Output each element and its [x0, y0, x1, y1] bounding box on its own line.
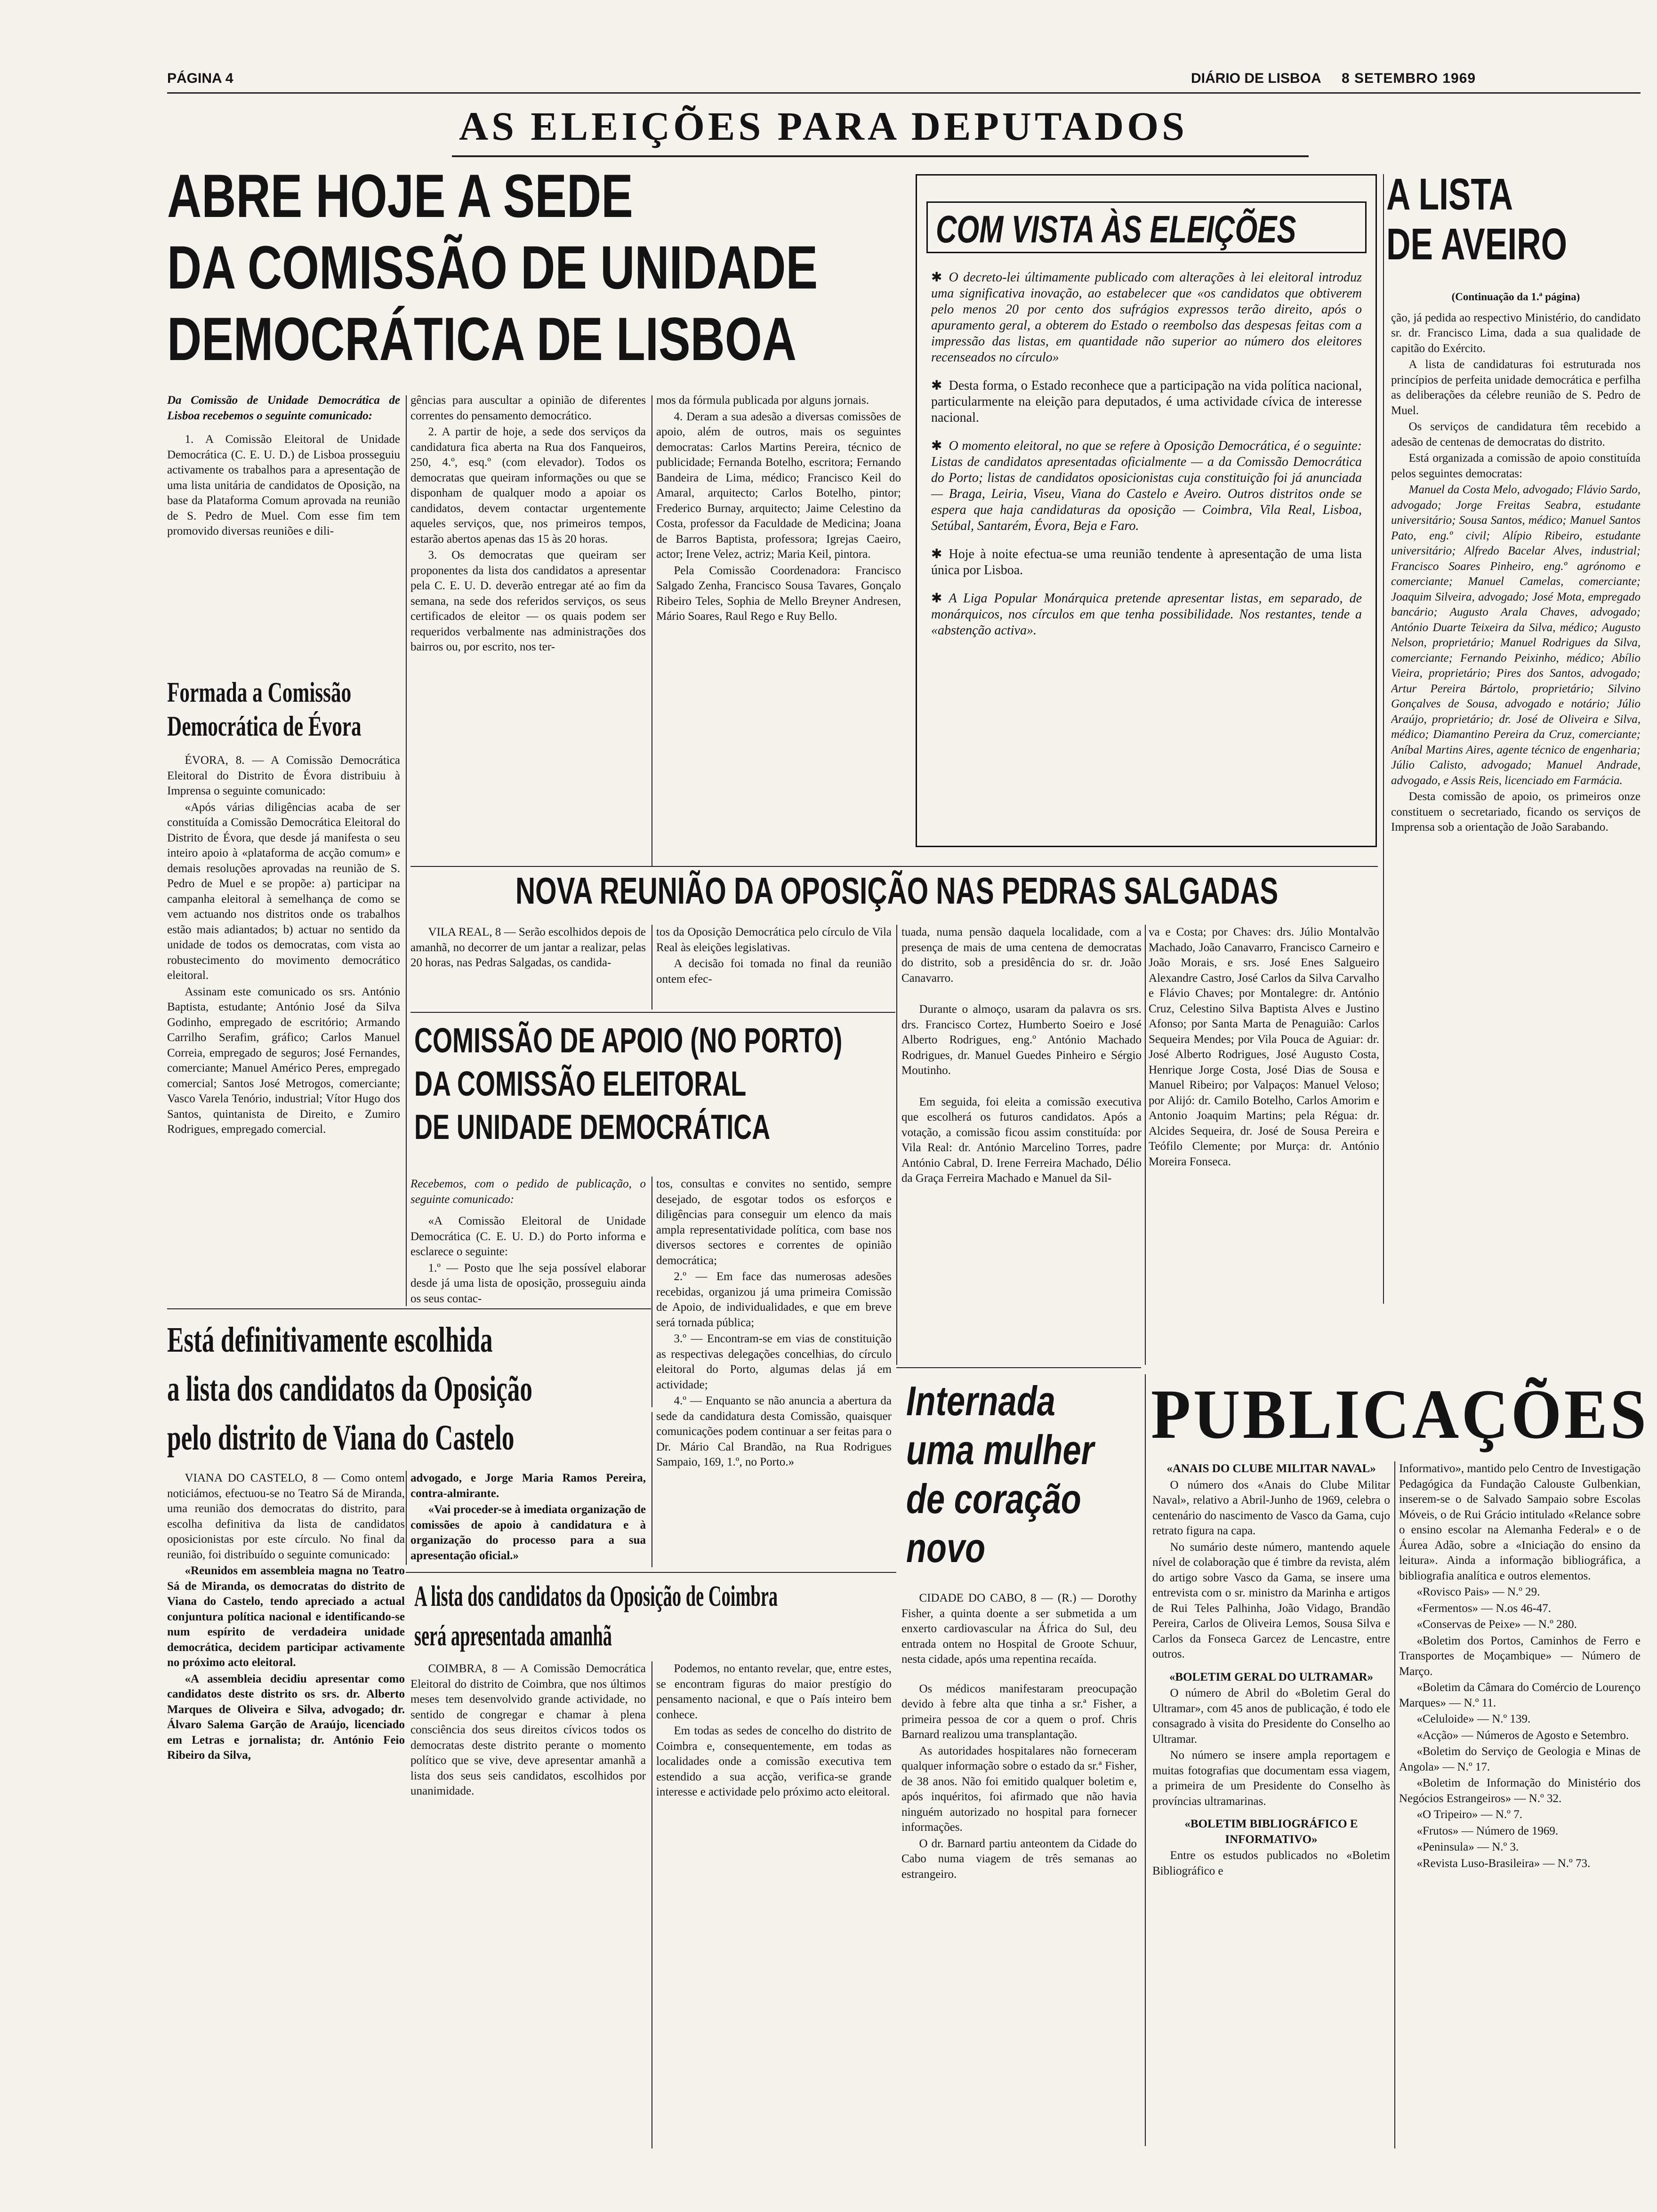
main-headline	[167, 160, 911, 375]
column-rule	[1145, 1374, 1146, 2146]
viana-col-2	[410, 1471, 646, 1565]
com-vista-item: ✱ O momento eleitoral, no que se refere à Oposição Democrática, é o seguinte: Listas de candidatos apresentadas oficialmente — a da Comissão Democrática do Porto; listas de candidatos oposicionistas cuja constituição foi já anunciada — Braga, Leiria, Viseu, Viana do Castelo e Aveiro. Outros distritos onde se espera que haja candidaturas da oposição — Coimbra, Vila Real, Lisboa, Setúbal, Santarém, Évora, Beja e Faro.	[931, 439, 1362, 533]
aveiro-headline-line: A LISTA	[1386, 169, 1513, 219]
publicacoes-list-item: «Boletim da Câmara do Comércio de Lourenço Marques» — N.º 11.	[1399, 1681, 1641, 1709]
publicacoes-list-item: «Boletim dos Portos, Caminhos de Ferro e Transportes de Moçambique» — Número de Março.	[1399, 1634, 1641, 1678]
publicacoes-paragraph: O número de Abril do «Boletim Geral do Ultramar», com 45 anos de publicação, é todo ele consagrado à visita do Presidente do Conselho ao Ultramar.	[1152, 1687, 1390, 1746]
newspaper-name: DIÁRIO DE LISBOA	[1191, 71, 1321, 86]
porto-headline	[414, 1019, 890, 1149]
pedras-paragraph: A decisão foi tomada no final da reunião ontem efec-	[656, 957, 892, 986]
aveiro-paragraph: Desta comissão de apoio, os primeiros onze constituem o secretariado, ficando os serviços de Imprensa sob a orientação de João Sarabando.	[1391, 790, 1641, 834]
publicacoes-list-item: «Acção» — Números de Agosto e Setembro.	[1416, 1729, 1629, 1742]
pedras-paragraph: VILA REAL, 8 — Serão escolhidos depois de amanhã, no decorrer de um jantar a realizar, pelas 20 horas, nas Pedras Salgadas, os candida-	[410, 926, 646, 969]
coimbra-headline	[414, 1577, 894, 1656]
publicacoes-list-item: «Rovisco Pais» — N.º 29.	[1416, 1586, 1540, 1598]
section-title: AS ELEIÇÕES PARA DEPUTADOS	[459, 104, 1188, 149]
coimbra-col-2	[656, 1661, 892, 2148]
com-vista-box	[916, 174, 1377, 847]
main-paragraph: mos da fórmula publicada por alguns jornais.	[656, 394, 869, 407]
internada-headline-line: novo	[906, 1524, 986, 1571]
viana-paragraph: VIANA DO CASTELO, 8 — Como ontem noticiámos, efectuou-se no Teatro Sá de Miranda, uma reunião dos democratas do distrito, para escolha definitiva da lista de candidatos oposicionistas por este círculo. No final da reunião, foi distribuído o seguinte comunicado:	[167, 1472, 405, 1561]
pedras-headline: NOVA REUNIÃO DA OPOSIÇÃO NAS PEDRAS SALGADAS	[515, 870, 1279, 912]
column-rule	[1145, 925, 1146, 1365]
com-vista-item: ✱ A Liga Popular Monárquica pretende apresentar listas, em separado, de monárquicos, nos círculos em que tenha possibilidade. Nos restantes, tende a «abstenção activa».	[931, 591, 1362, 638]
com-vista-items	[931, 270, 1362, 839]
viana-paragraph: advogado, e Jorge Maria Ramos Pereira, contra-almirante.	[410, 1472, 646, 1500]
pedras-col-4	[1149, 925, 1379, 1365]
publicacoes-paragraph: Informativo», mantido pelo Centro de Investigação Pedagógica da Fundação Calouste Gulbenkian, inserem-se o de Salvado Sampaio sobre Escolas Móveis, o de Rui Grácio intitulado «Relance sobre o ensino escolar na Alemanha Federal» e o de Áurea Adão, sobre a «Iniciação do ensino da leitura». Ainda a informação bibliográfica, a bibliografia analítica e outros elementos.	[1399, 1462, 1641, 1582]
viana-paragraph: «Vai proceder-se à imediata organização de comissões de apoio à candidatura e à organização do processo para a sua apresentação oficial.»	[410, 1503, 646, 1562]
coimbra-headline-line: será apresentada amanhã	[414, 1620, 612, 1652]
publicacoes-subhead: «BOLETIM GERAL DO ULTRAMAR»	[1169, 1670, 1374, 1683]
column-rule	[1383, 174, 1384, 1304]
section-rule	[896, 1367, 1141, 1368]
publicacoes-list-item: «Boletim do Serviço de Geologia e Minas de Angola» — N.º 17.	[1399, 1745, 1641, 1773]
page-label: PÁGINA 4	[167, 71, 233, 86]
porto-paragraph: 2.º — Em face das numerosas adesões recebidas, organizou já uma primeira Comissão de Apoio, de individualidades, e que em breve será tornada pública;	[656, 1270, 892, 1329]
publicacoes-subhead: «ANAIS DO CLUBE MILITAR NAVAL»	[1166, 1462, 1376, 1475]
column-rule	[1394, 1461, 1395, 2148]
pedras-paragraph: tos da Oposição Democrática pelo círculo de Vila Real às eleições legislativas.	[656, 926, 892, 954]
com-vista-title: COM VISTA ÀS ELEIÇÕES	[936, 208, 1296, 251]
pedras-paragraph: Durante o almoço, usaram da palavra os srs. drs. Francisco Cortez, Humberto Soeiro e José Alberto Rodrigues, eng.º António Machado Rodrigues, dr. Manuel Guedes Pinheiro e Sérgio Moutinho.	[901, 1003, 1142, 1077]
internada-paragraph: Os médicos manifestaram preocupação devido à febre alta que tinha a sr.ª Fisher, a primeira pessoa de cor a quem o prof. Chris Barnard realizou uma transplantação.	[901, 1682, 1137, 1741]
viana-col-1	[167, 1471, 405, 2148]
publicacoes-paragraph: No sumário deste número, mantendo aquele nível de colaboração que é timbre da revista, além do artigo sobre Vasco da Gama, se insere uma entrevista com o sr. ministro da Marinha e artigos de Rui Teles Palhinha, João Vidago, Brandão Pereira, Carlos de Oliveira Lemos, Sousa Silva e Carlos da Fonseca Garcez de Lencastre, entre outros.	[1152, 1540, 1390, 1660]
com-vista-item: ✱ Hoje à noite efectua-se uma reunião tendente à apresentação de uma lista única por Lisboa.	[931, 547, 1362, 577]
coimbra-headline-line: A lista dos candidatos da Oposição de Coimbra	[414, 1580, 778, 1612]
viana-paragraph: «A assembleia decidiu apresentar como candidatos deste distrito os srs. dr. Alberto Marques de Oliveira e Silva, advogado; dr. Álvaro Salema Garção de Araújo, licenciado em Letras e jornalista; dr. António Feio Ribeiro da Silva,	[167, 1672, 405, 1762]
viana-headline-line: Está definitivamente escolhida	[167, 1320, 493, 1360]
aveiro-headline-line: DE AVEIRO	[1386, 219, 1568, 269]
publicacoes-list-item: «Revista Luso-Brasileira» — N.º 73.	[1416, 1857, 1591, 1870]
column-rule	[406, 395, 407, 1306]
publicacoes-headline: PUBLICAÇÕES	[1151, 1375, 1649, 1453]
section-rule	[406, 1572, 896, 1573]
pedras-col-3	[901, 925, 1142, 1365]
publicacoes-col-1	[1152, 1461, 1390, 2148]
aveiro-paragraph: Está organizada a comissão de apoio constituída pelos seguintes democratas:	[1391, 452, 1641, 480]
main-col-3	[656, 393, 901, 866]
pedras-paragraph: tuada, numa pensão daquela localidade, com a presença de mais de uma centena de democratas do distrito, sob a presidência do sr. dr. João Canavarro.	[901, 926, 1142, 985]
aveiro-paragraph: ção, já pedida ao respectivo Ministério, do candidato sr. dr. Francisco Lima, dada a sua qualidade de capitão do Exército.	[1391, 311, 1641, 355]
aveiro-paragraph: Manuel da Costa Melo, advogado; Flávio Sardo, advogado; Jorge Freitas Seabra, estudante universitário; Sousa Santos, médico; Manuel Santos Pato, eng.º civil; Alípio Ribeiro, estudante universitário; Alfredo Bacelar Alves, industrial; Francisco Soares Pinheiro, eng.º agrónomo e comerciante; Manuel Camelas, comerciante; Joaquim Silveira, advogado; José Mota, empregado bancário; Augusto Arala Chaves, advogado; António Duarte Teixeira da Silva, médico; Augusto Nelson, proprietário; Manuel Rodrigues da Silva, comerciante; Fernando Peixinho, médico; Abílio Vieira, proprietário; Pires dos Santos, advogado; Artur Pereira Bártolo, proprietário; Silvino Gonçalves de Sousa, advogado e notário; Júlio Araújo, proprietário; dr. José de Oliveira e Silva, médico; Diamantino Pereira da Cruz, comerciante; Aníbal Martins Aires, agente técnico de engenharia; Júlio Calisto, advogado; Manuel Andrade, advogado, e Assis Reis, licenciado em Farmácia.	[1391, 483, 1641, 787]
main-paragraph: 1. A Comissão Eleitoral de Unidade Democrática (C. E. U. D.) de Lisboa prosseguiu activamente os trabalhos para a apresentação de uma lista unitária de candidatos de Oposição, na base da Plataforma Comum aprovada na reunião de S. Pedro de Muel. Com esse fim tem promovido diversas reuniões e dili-	[167, 433, 400, 537]
porto-headline-line: DA COMISSÃO ELEITORAL	[414, 1064, 747, 1103]
porto-paragraph: 4.º — Enquanto se não anuncia a abertura da sede da candidatura desta Comissão, quaisquer comunicações podem continuar a ser feitas para o Dr. Mário Cal Brandão, na Rua Rodrigues Sampaio, 169, 1.º, no Porto.»	[656, 1395, 892, 1468]
publicacoes-paragraph: O número dos «Anais do Clube Militar Naval», relativo a Abril-Junho de 1969, celebra o centenário do nascimento de Vasco da Gama, cujo retrato figura na capa.	[1152, 1478, 1390, 1537]
main-paragraph: 3. Os democratas que queiram ser proponentes da lista dos candidatos a apresentar pela C. E. U. D. deverão entregar até ao fim da semana, na sede dos referidos serviços, os seus certificados de eleitor — os quais podem ser requeridos verbalmente nas administrações dos bairros ou, por escrito, nos ter-	[410, 549, 646, 653]
column-rule	[896, 925, 897, 1365]
section-rule	[410, 1012, 895, 1013]
evora-paragraph: ÉVORA, 8. — A Comissão Democrática Eleitoral do Distrito de Évora distribuiu à Imprensa o seguinte comunicado:	[167, 754, 400, 797]
section-rule	[452, 155, 1309, 157]
main-paragraph: gências para auscultar a opinião de diferentes correntes do pensamento democrático.	[410, 394, 646, 422]
porto-paragraph: 3.º — Encontram-se em vias de constituição as respectivas delegações concelhias, do círculo eleitoral do Porto, algumas delas já em actividade;	[656, 1332, 892, 1391]
internada-paragraph: As autoridades hospitalares não forneceram qualquer informação sobre o estado da sr.ª Fisher, de 38 anos. Não foi emitido qualquer boletim e, após inquéritos, foi afirmado que não havia ninguém autorizado no hospital para fornecer informações.	[901, 1744, 1137, 1834]
com-vista-item: ✱ Desta forma, o Estado reconhece que a participação na vida política nacional, particularmente na eleição para deputados, é uma actividade cívica de interesse nacional.	[931, 378, 1362, 425]
internada-headline-line: Internada	[906, 1378, 1055, 1424]
publicacoes-list-item: «O Tripeiro» — N.º 7.	[1416, 1808, 1522, 1821]
publicacoes-list-item: «Frutos» — Número de 1969.	[1416, 1824, 1559, 1837]
pedras-paragraph: va e Costa; por Chaves: drs. Júlio Montalvão Machado, João Canavarro, Francisco Carneiro e João Morais, e srs. José Enes Salgueiro Alexandre Castro, José Carlos da Silva Carvalho e Flávio Chaves; por Montalegre: dr. António Cruz, Celestino Silva Baptista Alves e Justino Afonso; por Santa Marta de Penaguião: Carlos Sequeira Mendes; por Vila Pouca de Aguiar: dr. José Alberto Rodrigues, José Augusto Costa, Henrique Jorge Costa, José Dias de Sousa e Manuel Ribeiro; por Valpaços: Manuel Veloso; por Alijó: dr. Camilo Botelho, Carlos Amorim e Antonio Joaquim Martins; pela Régua: dr. Alcides Sequeira, dr. José de Sousa Pereira e Teófilo Clemente; por Murça: dr. António Moreira Fonseca.	[1149, 926, 1379, 1168]
internada-paragraph: O dr. Barnard partiu anteontem da Cidade do Cabo numa viagem de três semanas ao estrangeiro.	[901, 1837, 1137, 1881]
main-paragraph: 2. A partir de hoje, a sede dos serviços da candidatura fica aberta na Rua dos Fanqueiros, 250, 4.º, esq.º (com elevador). Todos os democratas que queiram informações ou que se disponham de qualquer modo a apoiar os candidatos, devem contactar urgentemente aqueles serviços, que, nos primeiros tempos, estarão abertos apenas das 15 às 20 horas.	[410, 425, 646, 545]
pedras-col-1	[410, 925, 646, 1010]
main-lead: Da Comissão de Unidade Democrática de Lisboa recebemos o seguinte comunicado:	[167, 394, 400, 422]
porto-paragraph: «A Comissão Eleitoral de Unidade Democrática (C. E. U. D.) do Porto informa e esclarece o seguinte:	[410, 1215, 646, 1258]
evora-headline-line: Democrática de Évora	[167, 711, 362, 742]
porto-headline-line: COMISSÃO DE APOIO (NO PORTO)	[414, 1021, 843, 1060]
main-paragraph: Pela Comissão Coordenadora: Francisco Salgado Zenha, Francisco Sousa Tavares, Gonçalo Ribeiro Teles, Sophia de Mello Breyner Andresen, Mário Soares, Raul Rego e Ruy Bello.	[656, 564, 901, 623]
porto-lead: Recebemos, com o pedido de publicação, o seguinte comunicado:	[410, 1178, 646, 1206]
viana-headline-line: pelo distrito de Viana do Castelo	[167, 1418, 515, 1458]
viana-headline	[167, 1315, 651, 1462]
aveiro-headline	[1386, 169, 1641, 269]
internada-headline-line: uma mulher	[906, 1427, 1094, 1473]
viana-headline-line: a lista dos candidatos da Oposição	[167, 1369, 533, 1409]
internada-headline-line: de coração	[906, 1475, 1081, 1522]
aveiro-continuation: (Continuação da 1.ª página)	[1451, 291, 1580, 303]
main-paragraph: 4. Deram a sua adesão a diversas comissões de apoio, além de outros, mais os seguintes democratas: Carlos Martins Pereira, técnico de publicidade; Fernanda Botelho, escritora; Fernando Bandeira de Lima, médico; Francisco Keil do Amaral, arquitecto; Carlos Botelho, pintor; Frederico Burnay, arquitecto; Jaime Celestino da Costa, professor da Faculdade de Medicina; Joana de Barros Baptista, professora; Igrejas Caeiro, actor; Irene Velez, actriz; Maria Keil, pintora.	[656, 410, 901, 561]
pedras-col-2	[656, 925, 892, 1010]
aveiro-body	[1391, 289, 1641, 1301]
aveiro-paragraph: Os serviços de candidatura têm recebido a adesão de centenas de democratas do distrito.	[1391, 420, 1641, 449]
evora-headline	[167, 675, 400, 743]
porto-headline-line: DE UNIDADE DEMOCRÁTICA	[414, 1107, 771, 1146]
evora-paragraph: «Após várias diligências acaba de ser constituída a Comissão Democrática Eleitoral do Distrito de Évora, que desde já manifesta o seu inteiro apoio à «plataforma de acção comum» e demais resoluções aprovadas na reunião de S. Pedro de Muel e se propõe: a) participar na campanha eleitoral à semelhança de como se vem actuando nos distritos onde os trabalhos estão mais adiantados; b) actuar no sentido da unidade de todos os democratas, com vista ao robustecimento do movimento democrático eleitoral.	[167, 801, 400, 982]
coimbra-paragraph: Em todas as sedes de concelho do distrito de Coimbra e, consequentemente, em todas as localidades onde a comissão executiva tem estendido a sua acção, verifica-se grande interesse e actividade pelo próximo acto eleitoral.	[656, 1724, 892, 1798]
publicacoes-paragraph: No número se insere ampla reportagem e muitas fotografias que documentam essa viagem, a primeira de um Presidente do Conselho às províncias ultramarinas.	[1152, 1749, 1390, 1808]
porto-paragraph: 1.º — Posto que lhe seja possível elaborar desde já uma lista de oposição, prosseguiu ainda os seus contac-	[410, 1261, 646, 1305]
publicacoes-list-item: «Boletim de Informação do Ministério dos Negócios Estrangeiros» — N.º 32.	[1399, 1777, 1641, 1805]
publicacoes-list-item: «Conservas de Peixe» — N.º 280.	[1416, 1618, 1577, 1631]
main-col-1	[167, 393, 400, 657]
main-col-2	[410, 393, 646, 866]
publicacoes-list-item: «Celuloide» — N.º 139.	[1416, 1713, 1531, 1725]
coimbra-col-1	[410, 1661, 646, 2148]
main-headline-line: DA COMISSÃO DE UNIDADE	[167, 233, 818, 302]
coimbra-paragraph: Podemos, no entanto revelar, que, entre estes, se encontram figuras do maior prestígio do pensamento nacional, e que o País inteiro bem conhece.	[656, 1662, 892, 1721]
main-headline-line: DEMOCRÁTICA DE LISBOA	[167, 305, 796, 373]
publicacoes-subhead: «BOLETIM BIBLIOGRÁFICO E INFORMATIVO»	[1184, 1818, 1358, 1846]
section-rule	[167, 1308, 651, 1309]
issue-date: 8 SETEMBRO 1969	[1342, 71, 1476, 86]
internada-headline	[906, 1377, 1142, 1572]
column-rule	[406, 1471, 407, 1565]
viana-paragraph: «Reunidos em assembleia magna no Teatro Sá de Miranda, os democratas do distrito de Viana do Castelo, tendo apreciado a actual conjuntura política nacional e identificando-se num espírito de verdadeira unidade democrática, decidem participar activamente no próximo acto eleitoral.	[167, 1564, 405, 1669]
section-rule	[410, 866, 1378, 867]
publicacoes-list-item: «Peninsula» — N.º 3.	[1416, 1841, 1519, 1853]
main-headline-line: ABRE HOJE A SEDE	[167, 161, 633, 230]
evora-paragraph: Assinam este comunicado os srs. António Baptista, estudante; António José da Silva Godinho, empregado de escritório; Armando Carrilho Serafim, gráfico; Carlos Manuel Correia, empregado de seguros; José Fernandes, comerciante; Manuel Américo Peres, empregado comercial; Santos José Metrogos, comerciante; Vasco Varela Tenório, industrial; Vítor Hugo dos Santos, quintanista de Direito, e Zumiro Rodrigues, empregado comercial.	[167, 985, 400, 1136]
internada-paragraph: CIDADE DO CABO, 8 — (R.) — Dorothy Fisher, a quinta doente a ser submetida a um enxerto cardiovascular na África do Sul, deu entrada ontem no Hospital de Groote Schuur, nesta cidade, após uma repentina recaída.	[901, 1592, 1137, 1666]
publicacoes-col-2	[1399, 1461, 1641, 2148]
coimbra-paragraph: COIMBRA, 8 — A Comissão Democrática Eleitoral do distrito de Coimbra, que nos últimos meses tem desenvolvido grande actividade, no sentido de congregar e chamar à plena consciência dos seus direitos cívicos todos os democratas deste distrito perante o momento político que se vive, deve apresentar amanhã a lista dos seus seis candidatos, escolhidos por unanimidade.	[410, 1662, 646, 1797]
aveiro-paragraph: A lista de candidaturas foi estruturada nos princípios de perfeita unidade democrática e perfilha as deliberações da célebre reunião de S. Pedro de Muel.	[1391, 358, 1641, 417]
publicacoes-paragraph: Entre os estudos publicados no «Boletim Bibliográfico e	[1152, 1849, 1390, 1877]
publicacoes-list-item: «Fermentos» — N.os 46-47.	[1416, 1602, 1551, 1615]
evora-body	[167, 753, 400, 1304]
evora-headline-line: Formada a Comissão	[167, 677, 352, 708]
masthead-rule	[167, 92, 1641, 94]
internada-body	[901, 1591, 1137, 2146]
com-vista-item: ✱ O decreto-lei últimamente publicado com alterações à lei eleitoral introduz uma significativa inovação, ao estabelecer que «os candidatos que obtiverem pelo menos 20 por cento dos sufrágios expressos terão direito, após o apuramento geral, a obterem do Estado o reembolso das despesas feitas com a impressão das listas, em quantidade não superior ao número dos eleitores recenseados no círculo»	[931, 270, 1362, 365]
porto-paragraph: tos, consultas e convites no sentido, sempre desejado, de esgotar todos os esforços e diligências para conseguir um elenco da mais ampla representatividade política, com base nos diversos sectores e correntes de opinião democrática;	[656, 1178, 892, 1267]
pedras-paragraph: Em seguida, foi eleita a comissão executiva que escolherá os futuros candidatos. Após a votação, a comissão ficou assim constituída: por Vila Real: dr. António Marcelino Torres, padre António Cabral, D. Irene Ferreira Machado, Délio da Graça Ferreira Machado e Manuel da Sil-	[901, 1095, 1142, 1185]
